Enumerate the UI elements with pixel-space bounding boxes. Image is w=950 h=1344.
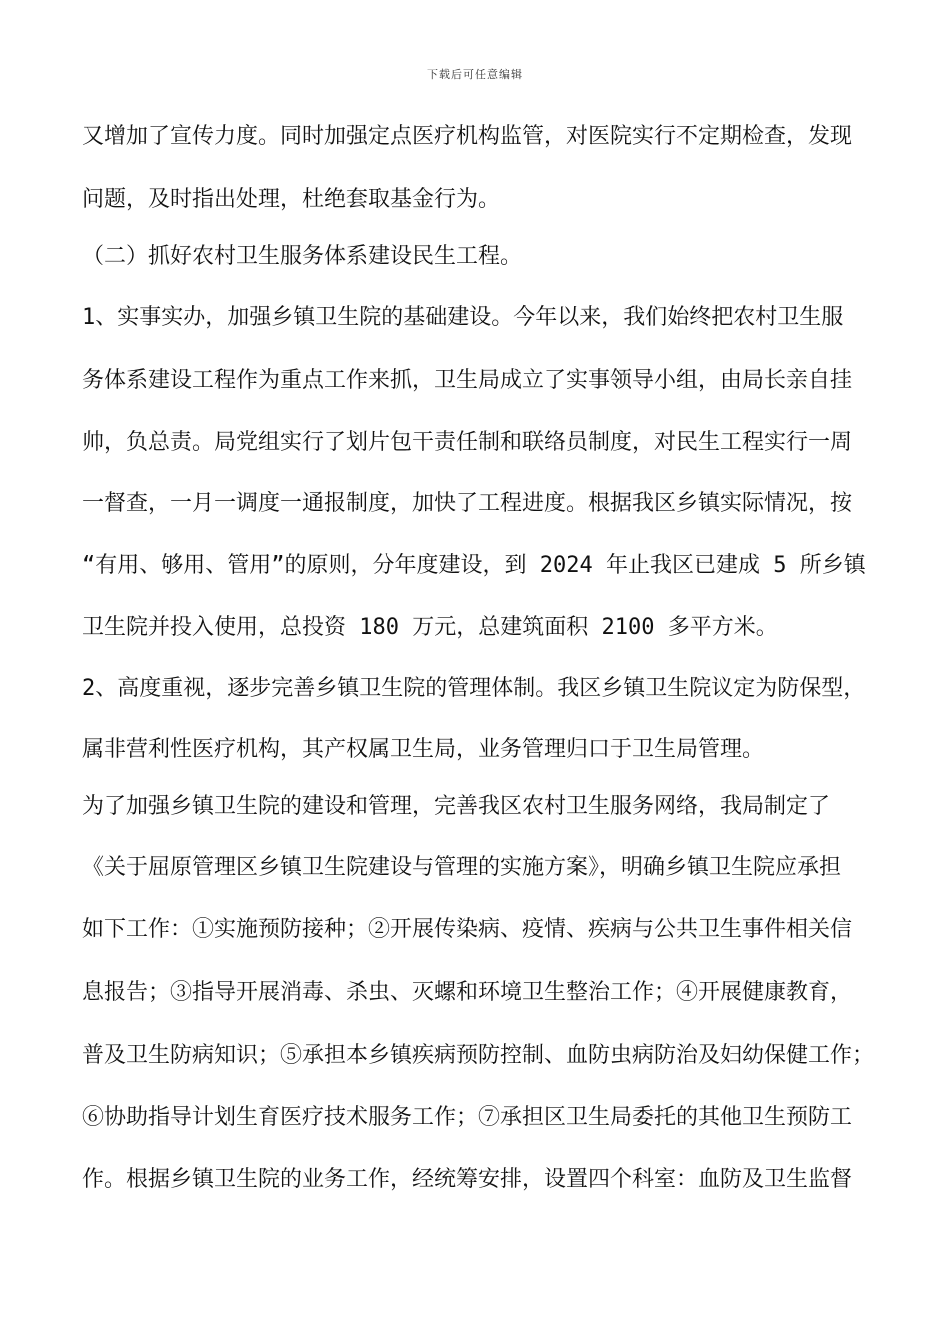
- body-line-10: 2、高度重视，逐步完善乡镇卫生院的管理体制。我区乡镇卫生院议定为防保型，: [82, 676, 866, 701]
- body-line-2: 问题，及时指出处理，杜绝套取基金行为。: [82, 187, 501, 212]
- body-line-15: 息报告；③指导开展消毒、杀虫、灭螺和环境卫生整治工作；④开展健康教育，: [82, 980, 853, 1005]
- body-line-4: 1、实事实办，加强乡镇卫生院的基础建设。今年以来，我们始终把农村卫生服: [82, 305, 844, 330]
- body-line-8: “有用、够用、管用”的原则，分年度建设，到 2024 年止我区已建成 5 所乡镇: [82, 553, 866, 578]
- body-line-16: 普及卫生防病知识；⑤承担本乡镇疾病预防控制、血防虫病防治及妇幼保健工作；: [82, 1043, 875, 1068]
- body-line-9: 卫生院并投入使用，总投资 180 万元，总建筑面积 2100 多平方米。: [82, 615, 778, 640]
- body-line-6: 帅，负总责。局党组实行了划片包干责任制和联络员制度，对民生工程实行一周: [82, 430, 853, 455]
- body-line-18: 作。根据乡镇卫生院的业务工作，经统筹安排，设置四个科室：血防及卫生监督: [82, 1167, 853, 1192]
- body-line-12: 为了加强乡镇卫生院的建设和管理，完善我区农村卫生服务网络，我局制定了: [82, 794, 831, 819]
- body-line-14: 如下工作：①实施预防接种；②开展传染病、疫情、疾病与公共卫生事件相关信: [82, 917, 853, 942]
- page-header: 下载后可任意编辑: [427, 68, 523, 81]
- body-line-17: ⑥协助指导计划生育医疗技术服务工作；⑦承担区卫生局委托的其他卫生预防工: [82, 1105, 853, 1130]
- body-line-5: 务体系建设工程作为重点工作来抓，卫生局成立了实事领导小组，由局长亲自挂: [82, 368, 853, 393]
- body-line-7: 一督查，一月一调度一通报制度，加快了工程进度。根据我区乡镇实际情况，按: [82, 491, 853, 516]
- body-line-1: 又增加了宣传力度。同时加强定点医疗机构监管，对医院实行不定期检查，发现: [82, 124, 853, 149]
- section-heading: （二）抓好农村卫生服务体系建设民生工程。: [82, 244, 523, 269]
- body-line-13: 《关于屈原管理区乡镇卫生院建设与管理的实施方案》，明确乡镇卫生院应承担: [82, 855, 842, 880]
- body-line-11: 属非营利性医疗机构，其产权属卫生局，业务管理归口于卫生局管理。: [82, 737, 765, 762]
